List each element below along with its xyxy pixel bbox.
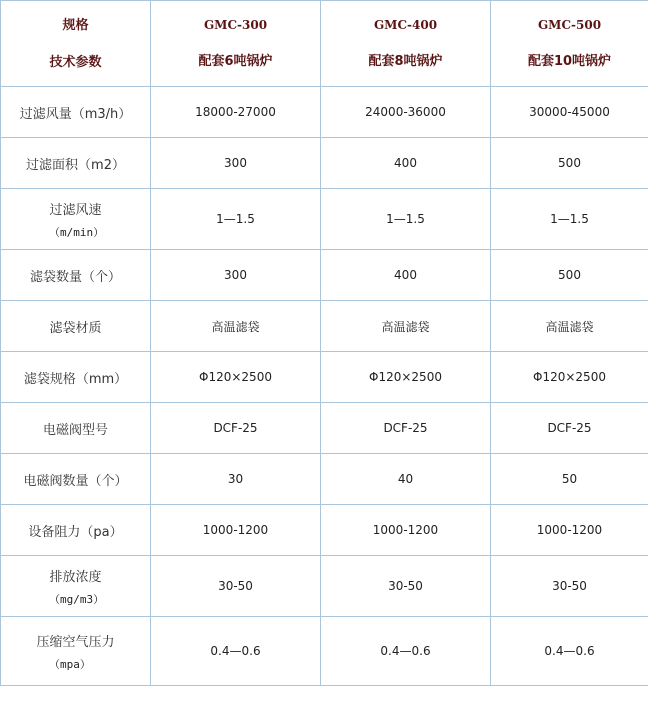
row-label-cell xyxy=(1,189,151,250)
value-cell: DCF-25 xyxy=(151,403,321,454)
value-cell: 0.4—0.6 xyxy=(491,617,648,686)
value-cell: 30-50 xyxy=(321,556,491,617)
row-label-cell xyxy=(1,138,151,189)
row-label: 滤袋数量（个） xyxy=(29,269,121,285)
header-model-name: GMC-300 xyxy=(203,18,268,32)
table-row xyxy=(1,352,648,403)
row-label: 滤袋材质 xyxy=(49,320,102,336)
value-cell: 24000-36000 xyxy=(321,87,491,138)
value-cell: 高温滤袋 xyxy=(491,301,648,352)
row-label-cell xyxy=(1,454,151,505)
row-label-cell xyxy=(1,352,151,403)
value-cell: 300 xyxy=(151,250,321,301)
header-row xyxy=(1,1,648,87)
row-label-cell xyxy=(1,250,151,301)
row-label: 滤袋规格（mm） xyxy=(23,371,128,387)
row-label: 电磁阀型号 xyxy=(42,422,108,438)
table-row xyxy=(1,556,648,617)
header-model-boiler: 配套10吨锅炉 xyxy=(527,54,612,69)
table-row xyxy=(1,301,648,352)
row-label: 设备阻力（pa） xyxy=(28,524,123,540)
table-row xyxy=(1,87,648,138)
value-cell: Φ120×2500 xyxy=(151,352,321,403)
row-label: 过滤面积（m2） xyxy=(26,157,125,173)
value-cell: 30-50 xyxy=(491,556,648,617)
row-label-cell xyxy=(1,556,151,617)
value-cell: 30 xyxy=(151,454,321,505)
row-label: 过滤风速 xyxy=(49,202,102,218)
value-cell: Φ120×2500 xyxy=(491,352,648,403)
row-label-unit: （mg/m3） xyxy=(49,592,105,606)
value-cell: 500 xyxy=(491,138,648,189)
header-params-label: 技术参数 xyxy=(49,54,102,70)
header-spec-label: 规格 xyxy=(62,17,89,33)
value-cell: 300 xyxy=(151,138,321,189)
row-label-unit: （mpa） xyxy=(49,657,91,671)
value-cell: 高温滤袋 xyxy=(151,301,321,352)
value-cell: 1—1.5 xyxy=(321,189,491,250)
header-model-cell xyxy=(321,1,491,87)
header-model-name: GMC-500 xyxy=(537,18,602,32)
value-cell: 1000-1200 xyxy=(321,505,491,556)
header-model-cell xyxy=(491,1,648,87)
value-cell: 1—1.5 xyxy=(151,189,321,250)
table-row xyxy=(1,189,648,250)
value-cell: 50 xyxy=(491,454,648,505)
table-row xyxy=(1,617,648,686)
table-row xyxy=(1,454,648,505)
header-model-cell xyxy=(151,1,321,87)
table-row xyxy=(1,250,648,301)
row-label: 排放浓度 xyxy=(49,569,102,585)
value-cell: 500 xyxy=(491,250,648,301)
row-label-cell xyxy=(1,617,151,686)
row-label-cell xyxy=(1,87,151,138)
value-cell: DCF-25 xyxy=(491,403,648,454)
value-cell: 高温滤袋 xyxy=(321,301,491,352)
row-label-unit: （m/min） xyxy=(49,225,105,239)
row-label: 电磁阀数量（个） xyxy=(23,473,128,489)
value-cell: 0.4—0.6 xyxy=(321,617,491,686)
value-cell: 1000-1200 xyxy=(491,505,648,556)
value-cell: 1000-1200 xyxy=(151,505,321,556)
header-model-name: GMC-400 xyxy=(373,18,438,32)
value-cell: 400 xyxy=(321,138,491,189)
value-cell: Φ120×2500 xyxy=(321,352,491,403)
value-cell: 18000-27000 xyxy=(151,87,321,138)
table-row xyxy=(1,138,648,189)
header-corner-cell xyxy=(1,1,151,87)
value-cell: DCF-25 xyxy=(321,403,491,454)
value-cell: 0.4—0.6 xyxy=(151,617,321,686)
table-row xyxy=(1,403,648,454)
value-cell: 30-50 xyxy=(151,556,321,617)
row-label: 压缩空气压力 xyxy=(36,634,115,650)
row-label: 过滤风量（m3/h） xyxy=(19,106,132,122)
row-label-cell xyxy=(1,403,151,454)
value-cell: 40 xyxy=(321,454,491,505)
value-cell: 1—1.5 xyxy=(491,189,648,250)
value-cell: 400 xyxy=(321,250,491,301)
table-row xyxy=(1,505,648,556)
value-cell: 30000-45000 xyxy=(491,87,648,138)
header-model-boiler: 配套6吨锅炉 xyxy=(198,54,273,69)
row-label-cell xyxy=(1,301,151,352)
header-model-boiler: 配套8吨锅炉 xyxy=(368,54,443,69)
row-label-cell xyxy=(1,505,151,556)
